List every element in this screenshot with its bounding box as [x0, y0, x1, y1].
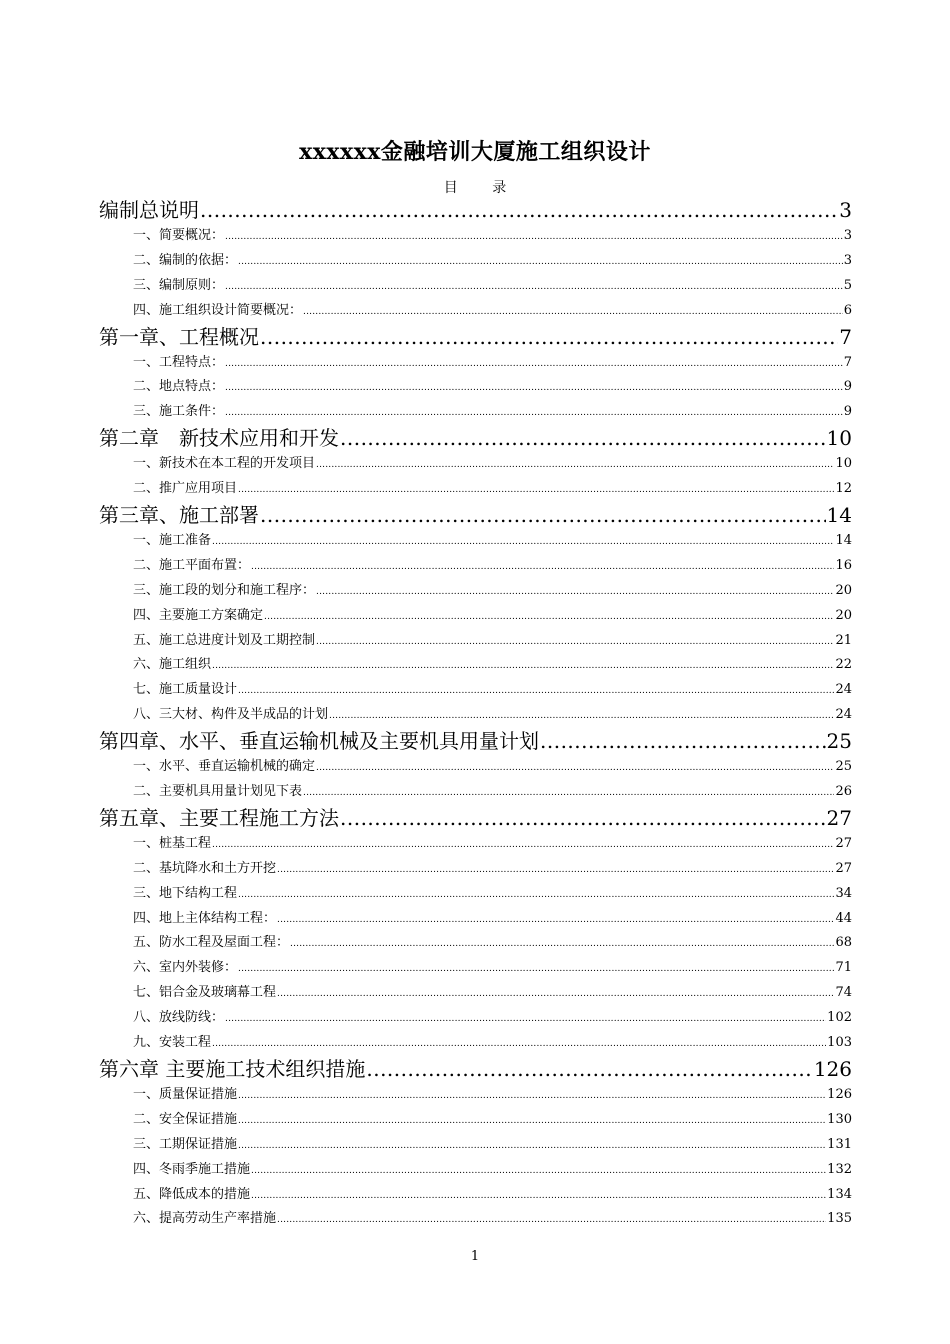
- toc-entry-page: 9: [843, 404, 852, 420]
- toc-entry-page: 126: [813, 1056, 852, 1081]
- toc-entry-label: 第三章、施工部署: [99, 503, 259, 528]
- toc-leader-dots: [316, 630, 834, 655]
- toc-entry-label: 二、施工平面布置：: [133, 557, 251, 573]
- toc-section-entry[interactable]: [99, 1031, 852, 1056]
- toc-heading: 目 录: [443, 180, 507, 196]
- toc-entry-label: 二、编制的依据：: [133, 252, 238, 268]
- toc-entry-label: 四、主要施工方案确定: [133, 607, 264, 623]
- toc-entry-page: 3: [843, 252, 852, 268]
- toc-leader-dots: [260, 502, 826, 529]
- toc-leader-dots: [212, 1032, 826, 1057]
- toc-leader-dots: [260, 324, 838, 351]
- toc-entry-label: 一、新技术在本工程的开发项目: [133, 456, 316, 472]
- toc-chapter-entry[interactable]: [99, 197, 852, 224]
- toc-entry-page: 71: [835, 960, 852, 976]
- toc-leader-dots: [238, 1084, 826, 1109]
- toc-entry-label: 二、主要机具用量计划见下表: [133, 784, 303, 800]
- toc-leader-dots: [212, 833, 834, 858]
- toc-entry-label: 八、三大材、构件及半成品的计划: [133, 707, 329, 723]
- toc-entry-label: 二、基坑降水和土方开挖: [133, 860, 277, 876]
- toc-section-entry[interactable]: [99, 1133, 852, 1158]
- toc-entry-label: 二、地点特点：: [133, 379, 225, 395]
- toc-section-entry[interactable]: [99, 375, 852, 400]
- toc-section-entry[interactable]: [99, 1083, 852, 1108]
- toc-chapter-entry[interactable]: [99, 425, 852, 452]
- toc-section-entry[interactable]: [99, 956, 852, 981]
- toc-entry-page: 134: [827, 1186, 852, 1202]
- toc-entry-page: 132: [827, 1161, 852, 1177]
- toc-leader-dots: [277, 1208, 826, 1233]
- toc-section-entry[interactable]: [99, 1108, 852, 1133]
- toc-chapter-entry[interactable]: [99, 502, 852, 529]
- document-title: xxxxxx金融培训大厦施工组织设计: [299, 139, 651, 165]
- toc-leader-dots: [238, 1109, 826, 1134]
- toc-entry-label: 六、提高劳动生产率措施: [133, 1211, 277, 1227]
- toc-entry-label: 六、施工组织: [133, 657, 212, 673]
- toc-entry-page: 22: [835, 657, 852, 673]
- toc-entry-label: 一、简要概况：: [133, 228, 225, 243]
- toc-entry-page: 44: [835, 910, 852, 926]
- toc-entry-label: 三、地下结构工程: [133, 885, 238, 901]
- toc-leader-dots: [251, 555, 834, 580]
- toc-entry-page: 26: [835, 784, 852, 800]
- toc-leader-dots: [366, 1056, 812, 1083]
- toc-entry-page: 14: [826, 503, 852, 528]
- table-of-contents: [99, 197, 852, 1232]
- toc-entry-label: 四、冬雨季施工措施: [133, 1161, 251, 1177]
- toc-entry-page: 3: [843, 228, 852, 243]
- toc-leader-dots: [212, 530, 834, 555]
- toc-entry-label: 一、质量保证措施: [133, 1086, 238, 1102]
- toc-section-entry[interactable]: [99, 274, 852, 299]
- toc-section-entry[interactable]: [99, 224, 852, 249]
- toc-entry-page: 126: [827, 1086, 852, 1102]
- toc-entry-label: 七、铝合金及玻璃幕工程: [133, 985, 277, 1001]
- toc-entry-label: 三、施工段的划分和施工程序：: [133, 582, 316, 598]
- toc-leader-dots: [225, 352, 843, 377]
- toc-leader-dots: [200, 197, 838, 224]
- toc-entry-page: 20: [835, 582, 852, 598]
- toc-entry-page: 20: [835, 607, 852, 623]
- toc-leader-dots: [225, 275, 843, 300]
- toc-leader-dots: [316, 580, 834, 605]
- toc-entry-label: 七、施工质量设计: [133, 682, 238, 698]
- toc-entry-label: 二、推广应用项目: [133, 481, 238, 497]
- toc-entry-label: 第五章、主要工程施工方法: [99, 805, 339, 830]
- toc-section-entry[interactable]: [99, 477, 852, 502]
- toc-leader-dots: [540, 728, 826, 755]
- toc-leader-dots: [238, 1134, 826, 1159]
- toc-chapter-entry[interactable]: [99, 805, 852, 832]
- toc-entry-label: 第六章 主要施工技术组织措施: [99, 1056, 366, 1081]
- toc-section-entry[interactable]: [99, 931, 852, 956]
- toc-entry-page: 16: [835, 557, 852, 573]
- toc-leader-dots: [277, 982, 834, 1007]
- toc-entry-label: 六、室内外装修：: [133, 960, 238, 976]
- toc-entry-label: 四、施工组织设计简要概况：: [133, 302, 303, 318]
- toc-leader-dots: [225, 376, 843, 401]
- toc-entry-label: 五、降低成本的措施: [133, 1186, 251, 1202]
- toc-entry-label: 一、水平、垂直运输机械的确定: [133, 759, 316, 775]
- toc-entry-label: 五、施工总进度计划及工期控制: [133, 632, 316, 648]
- toc-section-entry[interactable]: [99, 780, 852, 805]
- toc-entry-page: 74: [835, 985, 852, 1001]
- toc-leader-dots: [238, 250, 843, 275]
- toc-leader-dots: [238, 957, 834, 982]
- toc-entry-page: 12: [835, 481, 852, 497]
- toc-entry-page: 25: [835, 759, 852, 775]
- toc-chapter-entry[interactable]: [99, 728, 852, 755]
- toc-entry-label: 编制总说明: [99, 198, 199, 222]
- toc-section-entry[interactable]: [99, 981, 852, 1006]
- toc-entry-page: 5: [843, 277, 852, 293]
- toc-section-entry[interactable]: [99, 1006, 852, 1031]
- toc-entry-label: 三、施工条件：: [133, 404, 225, 420]
- toc-entry-page: 130: [827, 1111, 852, 1127]
- toc-leader-dots: [225, 225, 843, 250]
- toc-entry-page: 25: [826, 729, 852, 754]
- toc-entry-label: 三、编制原则：: [133, 277, 225, 293]
- toc-entry-page: 7: [843, 354, 852, 370]
- toc-entry-page: 27: [826, 805, 852, 830]
- toc-section-entry[interactable]: [99, 400, 852, 425]
- toc-entry-page: 6: [843, 302, 852, 318]
- toc-section-entry[interactable]: [99, 907, 852, 932]
- toc-entry-page: 103: [827, 1035, 852, 1051]
- toc-leader-dots: [290, 932, 834, 957]
- toc-leader-dots: [303, 781, 834, 806]
- toc-section-entry[interactable]: [99, 703, 852, 728]
- toc-chapter-entry[interactable]: [99, 324, 852, 351]
- toc-entry-page: 24: [835, 682, 852, 698]
- toc-entry-page: 21: [835, 632, 852, 648]
- toc-entry-page: 135: [827, 1211, 852, 1227]
- toc-entry-label: 四、地上主体结构工程：: [133, 910, 277, 926]
- toc-entry-label: 三、工期保证措施: [133, 1136, 238, 1152]
- toc-entry-page: 131: [827, 1136, 852, 1152]
- toc-leader-dots: [340, 805, 826, 832]
- toc-leader-dots: [277, 908, 834, 933]
- toc-section-entry[interactable]: [99, 1207, 852, 1232]
- toc-leader-dots: [316, 453, 834, 478]
- toc-entry-page: 34: [835, 885, 852, 901]
- toc-entry-page: 24: [835, 707, 852, 723]
- toc-leader-dots: [251, 1184, 826, 1209]
- toc-entry-label: 九、安装工程: [133, 1035, 212, 1051]
- toc-entry-label: 第四章、水平、垂直运输机械及主要机具用量计划: [99, 729, 539, 754]
- toc-section-entry[interactable]: [99, 629, 852, 654]
- toc-leader-dots: [225, 1007, 826, 1032]
- toc-leader-dots: [238, 883, 834, 908]
- toc-section-entry[interactable]: [99, 755, 852, 780]
- toc-section-entry[interactable]: [99, 299, 852, 324]
- toc-entry-page: 9: [843, 379, 852, 395]
- toc-entry-label: 第二章 新技术应用和开发: [99, 426, 339, 451]
- toc-section-entry[interactable]: [99, 452, 852, 477]
- toc-section-entry[interactable]: [99, 554, 852, 579]
- toc-entry-page: 3: [839, 198, 852, 222]
- toc-entry-page: 14: [835, 533, 852, 549]
- toc-leader-dots: [303, 300, 843, 325]
- toc-section-entry[interactable]: [99, 529, 852, 554]
- toc-entry-label: 五、防水工程及屋面工程：: [133, 935, 290, 951]
- toc-entry-label: 二、安全保证措施: [133, 1111, 238, 1127]
- toc-section-entry[interactable]: [99, 1158, 852, 1183]
- toc-section-entry[interactable]: [99, 249, 852, 274]
- toc-leader-dots: [225, 401, 843, 426]
- toc-leader-dots: [340, 425, 826, 452]
- toc-section-entry[interactable]: [99, 653, 852, 678]
- toc-entry-page: 27: [835, 860, 852, 876]
- toc-section-entry[interactable]: [99, 604, 852, 629]
- toc-leader-dots: [277, 858, 834, 883]
- toc-leader-dots: [212, 654, 834, 679]
- toc-section-entry[interactable]: [99, 1183, 852, 1208]
- toc-entry-page: 68: [835, 935, 852, 951]
- toc-chapter-entry[interactable]: [99, 1056, 852, 1083]
- toc-entry-label: 一、桩基工程: [133, 835, 212, 851]
- page-number: 1: [470, 1249, 480, 1264]
- toc-leader-dots: [251, 1159, 826, 1184]
- toc-entry-page: 7: [839, 324, 852, 349]
- toc-section-entry[interactable]: [99, 579, 852, 604]
- toc-leader-dots: [316, 756, 834, 781]
- toc-entry-page: 10: [835, 456, 852, 472]
- toc-entry-page: 102: [827, 1010, 852, 1026]
- toc-entry-label: 一、工程特点：: [133, 354, 225, 370]
- toc-leader-dots: [238, 679, 834, 704]
- toc-section-entry[interactable]: [99, 882, 852, 907]
- toc-entry-page: 27: [835, 835, 852, 851]
- toc-entry-label: 一、施工准备: [133, 533, 212, 549]
- toc-section-entry[interactable]: [99, 857, 852, 882]
- toc-entry-page: 10: [826, 426, 852, 451]
- toc-leader-dots: [238, 478, 834, 503]
- toc-section-entry[interactable]: [99, 351, 852, 376]
- toc-section-entry[interactable]: [99, 678, 852, 703]
- toc-leader-dots: [264, 605, 834, 630]
- toc-entry-label: 八、放线防线：: [133, 1010, 225, 1026]
- toc-entry-label: 第一章、工程概况: [99, 324, 259, 349]
- toc-leader-dots: [329, 704, 834, 729]
- toc-section-entry[interactable]: [99, 832, 852, 857]
